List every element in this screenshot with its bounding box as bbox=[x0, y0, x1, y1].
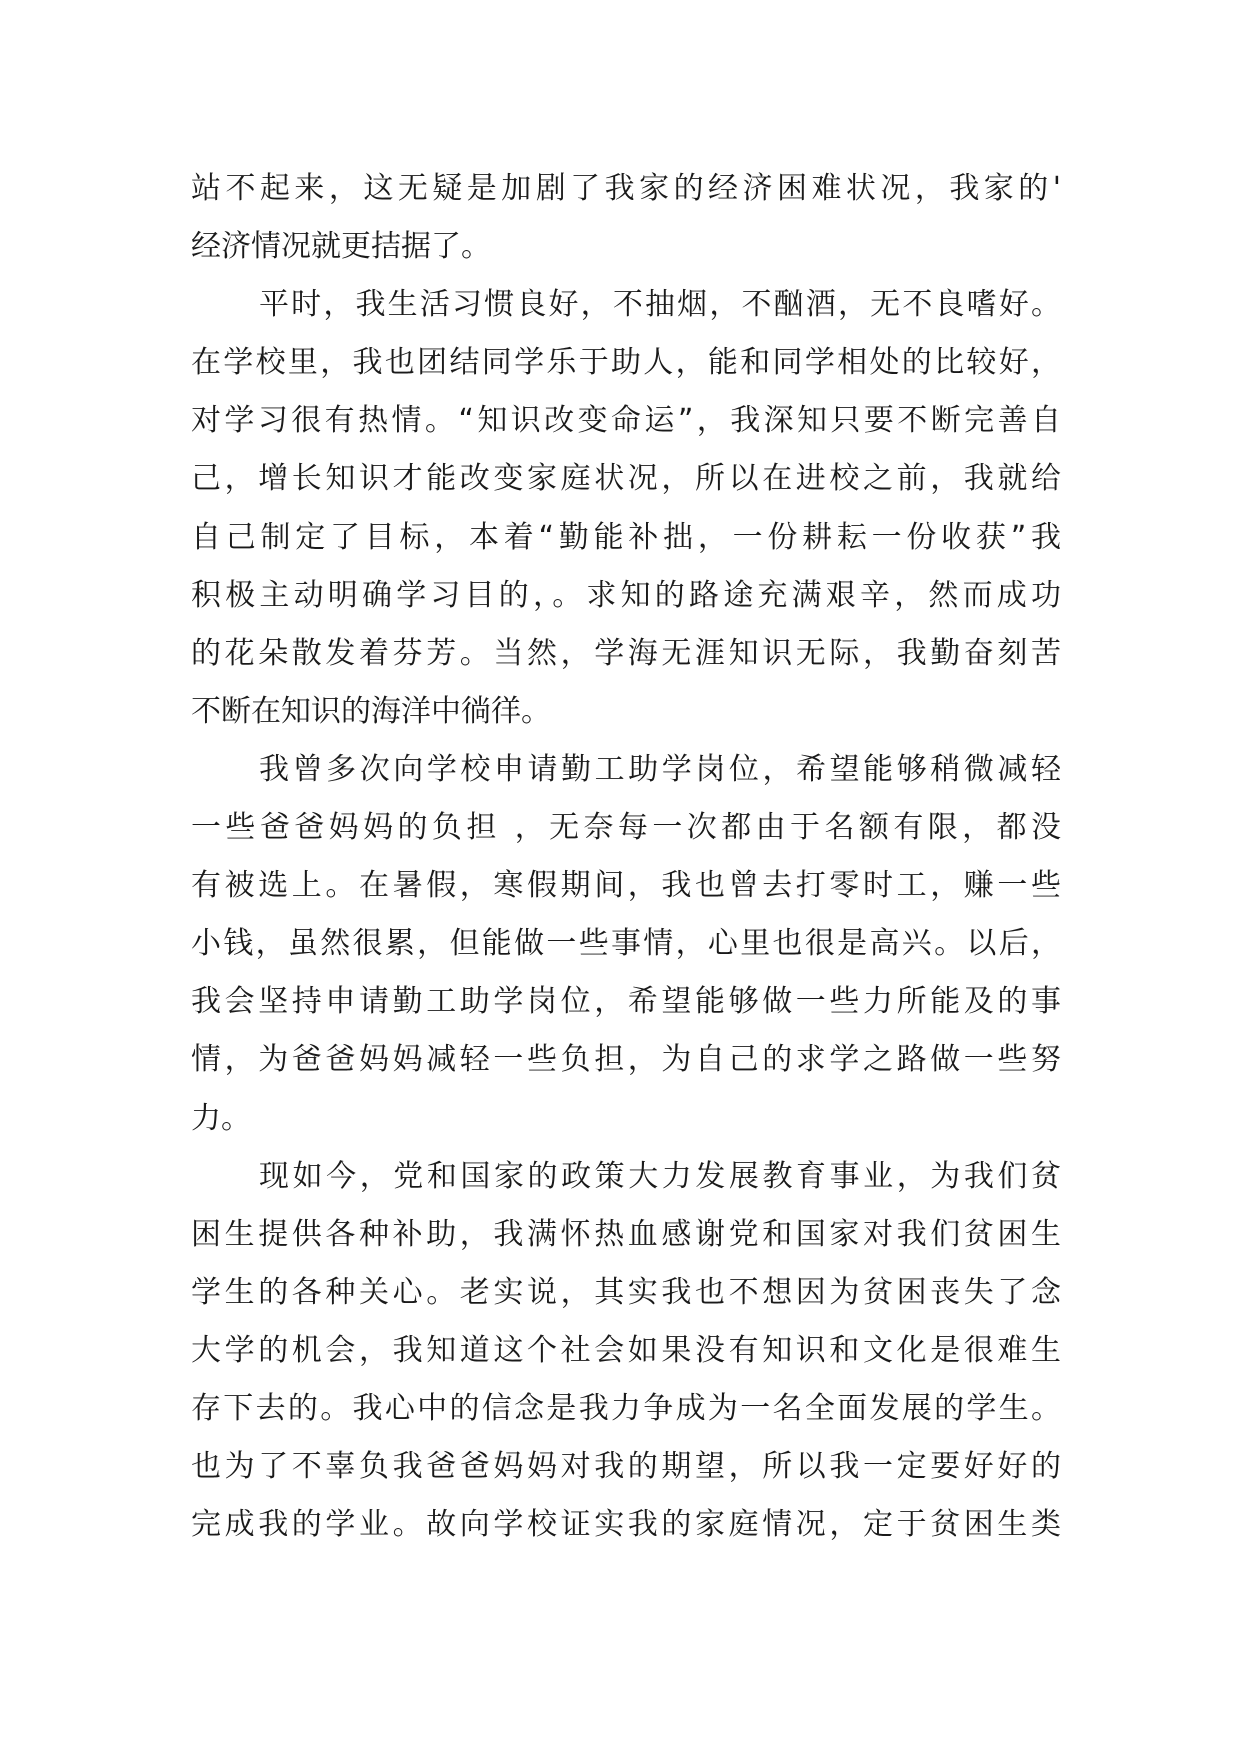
text-line: 平时，我生活习惯良好，不抽烟，不酗酒，无不良嗜好。 bbox=[259, 287, 1061, 323]
text-line: 不断在知识的海洋中徜徉。 bbox=[191, 693, 551, 729]
text-line: 完成我的学业。故向学校证实我的家庭情况，定于贫困生类 bbox=[191, 1507, 1061, 1543]
text-line: 积极主动明确学习目的，。求知的路途充满艰辛，然而成功 bbox=[191, 577, 1061, 613]
text-line: 存下去的。我心中的信念是我力争成为一名全面发展的学生。 bbox=[191, 1390, 1061, 1426]
text-line: 经济情况就更拮据了。 bbox=[191, 229, 491, 265]
text-line: 情，为爸爸妈妈减轻一些负担，为自己的求学之路做一些努 bbox=[191, 1042, 1061, 1078]
text-line: 现如今，党和国家的政策大力发展教育事业，为我们贫 bbox=[259, 1158, 1061, 1194]
body-text bbox=[191, 160, 1061, 1554]
text-line: 学生的各种关心。老实说，其实我也不想因为贫困丧失了念 bbox=[191, 1274, 1061, 1310]
text-line: 有被选上。在暑假，寒假期间，我也曾去打零时工，赚一些 bbox=[191, 868, 1061, 904]
text-line: 己，增长知识才能改变家庭状况，所以在进校之前，我就给 bbox=[191, 461, 1061, 497]
text-line: 对学习很有热情。“知识改变命运”，我深知只要不断完善自 bbox=[191, 403, 1061, 439]
text-line: 力。 bbox=[191, 1100, 251, 1136]
text-line: 也为了不辜负我爸爸妈妈对我的期望，所以我一定要好好的 bbox=[191, 1449, 1061, 1485]
text-line: 在学校里，我也团结同学乐于助人，能和同学相处的比较好， bbox=[191, 345, 1061, 381]
text-line: 小钱，虽然很累，但能做一些事情，心里也很是高兴。以后， bbox=[191, 926, 1061, 962]
text-line: 自己制定了目标，本着“勤能补拙，一份耕耘一份收获”我 bbox=[191, 519, 1061, 555]
text-line: 我会坚持申请勤工助学岗位，希望能够做一些力所能及的事 bbox=[191, 984, 1061, 1020]
text-line: 困生提供各种补助，我满怀热血感谢党和国家对我们贫困生 bbox=[191, 1216, 1061, 1252]
text-line: 站不起来，这无疑是加剧了我家的经济困难状况，我家的' bbox=[191, 171, 1061, 206]
text-line: 大学的机会，我知道这个社会如果没有知识和文化是很难生 bbox=[191, 1332, 1061, 1368]
text-line: 我曾多次向学校申请勤工助学岗位，希望能够稍微减轻 bbox=[259, 751, 1061, 787]
text-line: 一些爸爸妈妈的负担 ，无奈每一次都由于名额有限，都没 bbox=[191, 810, 1061, 846]
text-line: 的花朵散发着芬芳。当然，学海无涯知识无际，我勤奋刻苦 bbox=[191, 635, 1061, 671]
